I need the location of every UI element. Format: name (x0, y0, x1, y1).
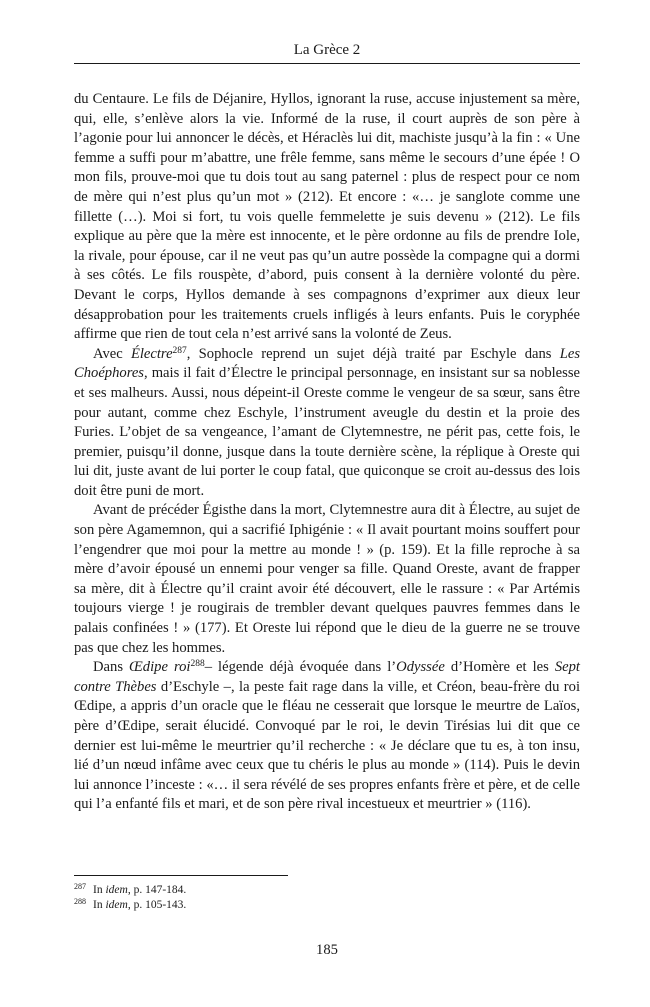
paragraph-4-text-b: – légende déjà évoquée dans l’ (204, 659, 397, 676)
paragraph-4 (74, 658, 580, 815)
footnote-text-prefix: In (93, 899, 106, 911)
paragraph-1-text: du Centaure. Le fils de Déjanire, Hyllos, ignorant la ruse, accuse injustement sa mère, qui, elle, s’enlève alors la vie. Informé de la ruse, il court auprès de son père à l’agonie pour lui annoncer le décès, et Héraclès lui dit, machiste jusqu’à la fin : « Une femme a suffi pour m’abattre, une frêle femme, sans même le secours d’une épée ! O mon fils, prouve-moi que tu dois tout au sang paternel : plus de respect pour ce nom de mère qui n’est plus qu’un mot » (212). Et encore : «… je sanglote comme une fillette (…). Moi si fort, tu vois quelle femmelette je suis devenu » (212). Le fils explique au père que la mère est innocente, et le père ordonne au fils de prendre Iole, la rivale, pour épouse, car il ne veut pas qu’un autre possède la compagne qui a dormi à ses côtés. Le fils rouspète, d’abord, puis consent à la dernière volonté du père. Devant le corps, Hyllos demande à ses compagnons d’exprimer aux dieux leur désapprobation pour les traitements cruels infligés à leurs enfants. Puis le coryphée affirme que rien de tout cela n’est arrivé sans la volonté de Zeus. (74, 91, 580, 343)
paragraph-4-text-a: Dans (93, 659, 130, 676)
footnotes (74, 883, 580, 913)
paragraph-4-text-d: d’Eschyle –, la peste fait rage dans la ville, et Créon, beau-frère du roi Œdipe, a appris d’un oracle que le fléau ne cesserait que lorsque le meurtre de Laïos, père d’Œdipe, serait élucidé. Convoqué par le roi, le devin Tirésias lui dit que ce dernier est lui-même le meurtrier qu’il recherche : « Je déclare que tu es, à ton insu, lié d’un nœud infâme avec ceux que tu chéris le plus au monde » (114). Puis le devin lui annonce l’inceste : «… il sera révélé de ses propres enfants frère et père, et de celle qui l’a enfanté fils et mari, et de son père rival incestueux et meurtrier » (116). (74, 678, 581, 813)
header-rule (74, 63, 580, 64)
paragraph-2-text-b: , Sophocle reprend un sujet déjà traité par Eschyle dans (186, 345, 560, 362)
page-number: 185 (316, 942, 338, 958)
footnote-text-suffix: , p. 105-143. (127, 899, 187, 911)
title-les-choephores: Les Choéphores (74, 345, 580, 382)
footnote-text-suffix: , p. 147-184. (127, 884, 187, 896)
footnote-text-italic: idem (105, 884, 128, 896)
footnote-ref-287[interactable]: 287 (172, 345, 187, 356)
paragraph-3-text: Avant de précéder Égisthe dans la mort, Clytemnestre aura dit à Électre, au sujet de son père Agamemnon, qui a sacrifié Iphigénie : « Il avait pourtant moins souffert pour l’engendrer que moi pour la mettre au monde ! » (p. 159). Et la fille reproche à sa mère d’avoir épousé un ennemi pour venger sa fille. Quand Oreste, avant de frapper sa mère, dit à Électre qu’il craint avoir été découvert, elle le rassure : « Par Artémis toujours vierge ! je rougirais de trembler devant quelques pauvres femmes dans le palais confinées ! » (177). Et Oreste lui répond que le dieu de la guerre ne se trouve pas que chez les hommes. (74, 502, 580, 656)
title-oedipe-roi: Œdipe roi (129, 659, 191, 676)
footnote-mark: 287 (74, 882, 86, 891)
paragraph-1 (74, 90, 580, 345)
footnote-text-italic: idem (105, 899, 128, 911)
paragraph-3 (74, 501, 580, 658)
paragraph-2-text-a: Avec (93, 345, 131, 362)
footnote-287 (74, 883, 580, 898)
paragraph-4-text-c: d’Homère et les (444, 659, 555, 676)
footnote-mark: 288 (74, 897, 86, 906)
body-text (74, 90, 580, 815)
title-sept-contre-thebes: Sept contre Thèbes (74, 659, 580, 695)
paragraph-2-text-c: , mais il fait d’Électre le principal personnage, en insistant sur sa noblesse et ses malheurs. Aussi, nous dépeint-il Oreste comme le vengeur de sa sœur, sans être pour autant, comme chez Eschyle, l’instrument aveugle du destin et la proie des Furies. L’objet de sa vengeance, l’amant de Clytemnestre, ne périt pas, cette fois, le premier, puisqu’il donne, jusque dans la toute dernière scène, la réplique à Oreste qui lui dit, juste avant de lui porter le coup fatal, que quiconque se croit au-dessus des lois doit être puni de mort. (74, 365, 580, 499)
footnote-288 (74, 898, 580, 913)
footnote-text-prefix: In (93, 884, 106, 896)
footnote-ref-288[interactable]: 288 (190, 659, 205, 670)
title-electre: Électre (130, 345, 173, 362)
running-head: La Grèce 2 (293, 42, 361, 58)
paragraph-2 (74, 345, 580, 502)
title-odyssee: Odyssée (396, 659, 445, 676)
footnote-rule (74, 875, 288, 876)
